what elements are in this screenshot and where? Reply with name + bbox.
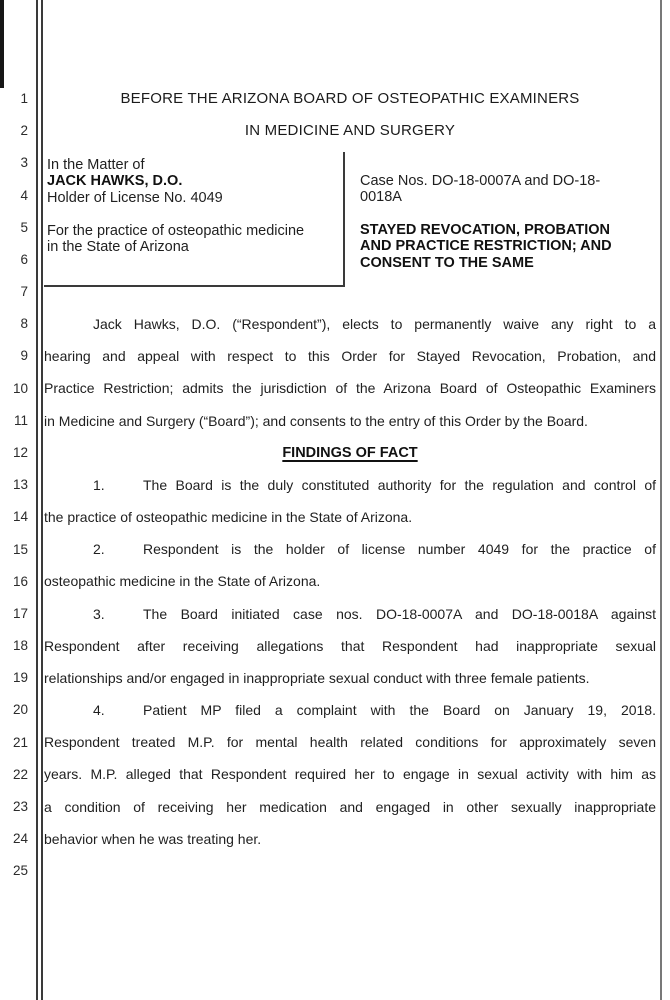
line-number: 17: [12, 605, 28, 621]
line-number: 22: [12, 766, 28, 782]
pleading-rule-outer: [36, 0, 38, 1000]
body-text-line: [44, 501, 656, 533]
caption-line: in the State of Arizona: [47, 238, 189, 255]
line-number: 13: [12, 477, 28, 493]
body-text-line: [44, 791, 656, 823]
line-text: The Board initiated case nos. DO-18-0007A and DO-18-0018A against: [143, 605, 656, 622]
body-text-line: [44, 694, 656, 726]
order-title-line: AND PRACTICE RESTRICTION; AND: [360, 238, 612, 255]
line-number: 14: [12, 509, 28, 525]
line-number: 11: [13, 412, 28, 428]
respondent-name: JACK HAWKS, D.O.: [47, 173, 183, 190]
line-number: 2: [20, 123, 28, 139]
body-text-line: [44, 823, 656, 855]
line-number: 24: [12, 831, 28, 847]
body-text-line: [44, 565, 656, 597]
court-title-line-1: BEFORE THE ARIZONA BOARD OF OSTEOPATHIC EXAMINERS: [120, 90, 580, 107]
line-number: 9: [20, 348, 28, 364]
body-text-line: [44, 630, 656, 662]
caption-line: [47, 206, 343, 222]
order-title: [360, 222, 658, 271]
body-text-line: [44, 533, 656, 565]
line-text: a condition of receiving her medication and engaged in other sexually inappropriate: [44, 798, 656, 815]
body-text-line: [44, 758, 656, 790]
line-text: Jack Hawks, D.O. (“Respondent”), elects to permanently waive any right to a: [93, 316, 656, 332]
line-number: 8: [20, 316, 28, 332]
order-title-line: STAYED REVOCATION, PROBATION: [360, 221, 611, 238]
line-number: 21: [12, 734, 28, 750]
line-text: hearing and appeal with respect to this Order for Stayed Revocation, Probation, and: [44, 348, 656, 365]
line-number: 6: [20, 251, 28, 267]
line-text: Respondent after receiving allegations that Respondent had inappropriate sexual: [44, 637, 656, 654]
document-body: [44, 308, 656, 855]
body-text-line: [44, 340, 656, 372]
line-text: years. M.P. alleged that Respondent required her to engage in sexual activity with him as: [44, 766, 656, 783]
caption-box: [44, 152, 345, 287]
line-text: osteopathic medicine in the State of Arizona.: [44, 573, 321, 590]
line-number: 12: [12, 444, 28, 460]
body-text-line: [44, 726, 656, 758]
page-edge-line: [660, 0, 662, 1000]
paragraph-number: 2.: [93, 541, 105, 558]
line-text: in Medicine and Surgery (“Board”); and consents to the entry of this Order by the Board.: [44, 412, 588, 429]
line-number: 15: [12, 541, 28, 557]
caption-line: In the Matter of: [47, 157, 145, 173]
section-heading: [44, 437, 656, 469]
line-text: Respondent treated M.P. for mental health related conditions for approximately seven: [44, 734, 656, 751]
line-number: 1: [20, 91, 28, 106]
line-number: 5: [20, 219, 28, 235]
paragraph-number: 3.: [93, 605, 105, 622]
line-number: 19: [12, 670, 28, 686]
court-title-line-2: IN MEDICINE AND SURGERY: [244, 122, 456, 139]
line-text: the practice of osteopathic medicine in the State of Arizona.: [44, 509, 413, 526]
line-number: 25: [12, 863, 28, 879]
line-text: FINDINGS OF FACT: [282, 444, 418, 461]
caption-right-column: [360, 152, 658, 271]
line-number: 23: [12, 798, 28, 814]
case-number-line: 0018A: [360, 189, 402, 206]
body-text-line: [44, 372, 656, 404]
line-text: Patient MP filed a complaint with the Board on January 19, 2018.: [143, 702, 656, 719]
body-text-line: [44, 308, 656, 340]
body-text-line: [44, 469, 656, 501]
body-text-line: [44, 662, 656, 694]
line-number: 20: [12, 702, 28, 718]
case-numbers: [360, 173, 658, 206]
line-number: 3: [20, 155, 28, 171]
caption-line: For the practice of osteopathic medicine: [47, 222, 305, 239]
line-text: Practice Restriction; admits the jurisdiction of the Arizona Board of Osteopathic Examiners: [44, 380, 656, 397]
caption-line: Holder of License No. 4049: [47, 189, 223, 206]
line-number: 16: [12, 573, 28, 589]
order-title-line: CONSENT TO THE SAME: [360, 254, 534, 271]
body-text-line: [44, 598, 656, 630]
paragraph-number: 4.: [93, 702, 105, 719]
case-number-line: Case Nos. DO-18-0007A and DO-18-: [360, 173, 601, 189]
pleading-rule-inner: [41, 0, 43, 1000]
line-text: relationships and/or engaged in inappropriate sexual conduct with three female patients.: [44, 669, 590, 686]
line-number: 4: [20, 187, 28, 203]
paragraph-number: 1.: [93, 476, 105, 493]
line-number: 10: [12, 380, 28, 396]
line-number: 18: [12, 638, 28, 654]
scan-artifact-mark: [0, 0, 4, 88]
line-text: The Board is the duly constituted authority for the regulation and control of: [143, 476, 656, 493]
line-text: behavior when he was treating her.: [44, 830, 262, 847]
line-number: 7: [20, 284, 28, 300]
line-text: Respondent is the holder of license number 4049 for the practice of: [143, 541, 656, 558]
body-text-line: [44, 405, 656, 437]
